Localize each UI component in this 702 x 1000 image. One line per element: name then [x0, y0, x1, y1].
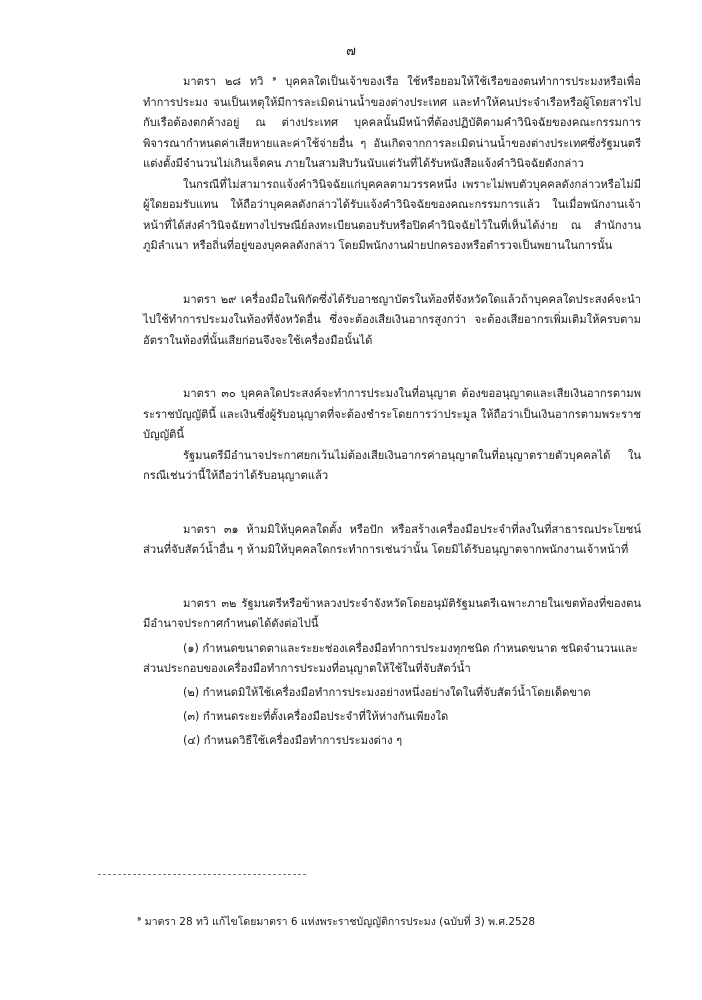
- section-28-paragraph-2: ในกรณีที่ไม่สามารถแจ้งคำวินิจฉัยแก่บุคคลตามวรรคหนึ่ง เพราะไม่พบตัวบุคคลดังกล่าวหรือไม่มีผู้ใดยอมรับแทน ให้ถือว่าบุคคลดังกล่าวได้รับแจ้งคำวินิจฉัยของคณะกรรมการแล้ว ในเมื่อพนักงานเจ้าหน้าที่ได้ส่งคำวินิจฉัยทางไปรษณีย์ลงทะเบียนตอบรับหรือปิดคำวินิจฉัยไว้ในที่เห็นได้ง่าย ณ สำนักงานภูมิลำเนา หรือถิ่นที่อยู่ของบุคคลดังกล่าว โดยมีพนักงานฝ่ายปกครองหรือตำรวจเป็นพยานในการนั้น: [143, 177, 641, 252]
- footnote-reference: ๑: [272, 74, 277, 83]
- list-item-text: (๑) กำหนดขนาดตาและระยะช่องเครื่องมือทำการประมงทุกชนิด กำหนดขนาด ชนิดจำนวนและ: [183, 641, 638, 655]
- section-32-paragraph: มาตรา ๓๒ รัฐมนตรีหรือข้าหลวงประจำจังหวัดโดยอนุมัติรัฐมนตรีเฉพาะภายในเขตท้องที่ของตน มีอำนาจประกาศกำหนดได้ดังต่อไปนี้: [143, 596, 641, 630]
- footnote-divider: [98, 874, 306, 875]
- list-item: [143, 729, 641, 753]
- list-item-continuation: ส่วนประกอบของเครื่องมือทำการประมงที่อนุญาตให้ใช้ในที่จับสัตว์น้ำ: [143, 661, 471, 675]
- section-32-list: [143, 637, 641, 754]
- list-item: [143, 637, 641, 680]
- section-30-paragraph-2: รัฐมนตรีมีอำนาจประกาศยกเว้นไม่ต้องเสียเงินอากรค่าอนุญาตในที่อนุญาตรายตัวบุคคลได้ ในกรณีเช่นว่านี้ให้ถือว่าได้รับอนุญาตแล้ว: [143, 448, 641, 482]
- section-29-paragraph: มาตรา ๒๙ เครื่องมือในพิกัดซึ่งได้รับอาชญาบัตรในท้องที่จังหวัดใดแล้วถ้าบุคคลใดประสงค์จะนำไปใช้ทำการประมงในท้องที่จังหวัดอื่น ซึ่งจะต้องเสียเงินอากรสูงกว่า จะต้องเสียอากรเพิ่มเติมให้ครบตามอัตราในท้องที่นั้นเสียก่อนจึงจะใช้เครื่องมือนั้นได้: [143, 292, 641, 347]
- footnote: [137, 915, 617, 929]
- page-number: ๗: [346, 44, 356, 59]
- document-body: [143, 72, 641, 753]
- section-28-paragraph: [143, 72, 641, 175]
- section-28-heading: มาตรา ๒๘ ทวิ: [183, 75, 264, 88]
- section-30-paragraph: มาตรา ๓๐ บุคคลใดประสงค์จะทำการประมงในที่อนุญาต ต้องขออนุญาตและเสียเงินอากรตามพระราชบัญญัตินี้ และเงินซึ่งผู้รับอนุญาตที่จะต้องชำระโดยการว่าประมูล ให้ถือว่าเป็นเงินอากรตามพระราชบัญญัตินี้: [143, 387, 641, 441]
- section-31-paragraph: มาตรา ๓๑ ห้ามมิให้บุคคลใดตั้ง หรือปัก หรือสร้างเครื่องมือประจำที่ลงในที่สาธารณประโยชน์ ส่วนที่จับสัตว์น้ำอื่น ๆ ห้ามมิให้บุคคลใดกระทำการเช่นว่านั้น โดยมิได้รับอนุญาตจากพนักงานเจ้าหน้าที่: [143, 522, 641, 556]
- list-item: [143, 705, 641, 729]
- footnote-mark: ๑: [137, 914, 142, 923]
- list-item: [143, 681, 641, 705]
- list-item-text: (๒) กำหนดมิให้ใช้เครื่องมือทำการประมงอย่างหนึ่งอย่างใดในที่จับสัตว์น้ำโดยเด็ดขาด: [183, 686, 591, 699]
- section-28-text: บุคคลใดเป็นเจ้าของเรือ ใช้หรือยอมให้ใช้เรือของตนทำการประมงหรือเพื่อทำการประมง จนเป็นเหตุให้มีการละเมิดน่านน้ำของต่างประเทศ และทำให้คนประจำเรือหรือผู้โดยสารไปกับเรือต้องตกค้างอยู่ ณ ต่างประเทศ บุคคลนั้นมีหน้าที่ต้องปฏิบัติตามคำวินิจฉัยของคณะกรรมการพิจารณากำหนดค่าเสียหายและค่าใช้จ่ายอื่น ๆ อันเกิดจากการละเมิดน่านน้ำของต่างประเทศซึ่งรัฐมนตรีแต่งตั้งมีจำนวนไม่เกินเจ็ดคน ภายในสามสิบวันนับแต่วันที่ได้รับหนังสือแจ้งคำวินิจฉัยดังกล่าว: [143, 75, 641, 170]
- list-item-text: (๔) กำหนดวิธีใช้เครื่องมือทำการประมงต่าง ๆ: [183, 734, 403, 747]
- list-item-text: (๓) กำหนดระยะที่ตั้งเครื่องมือประจำที่ให้ห่างกันเพียงใด: [183, 710, 449, 723]
- footnote-text: มาตรา 28 ทวิ แก้ไขโดยมาตรา 6 แห่งพระราชบัญญัติการประมง (ฉบับที่ 3) พ.ศ.2528: [141, 916, 536, 928]
